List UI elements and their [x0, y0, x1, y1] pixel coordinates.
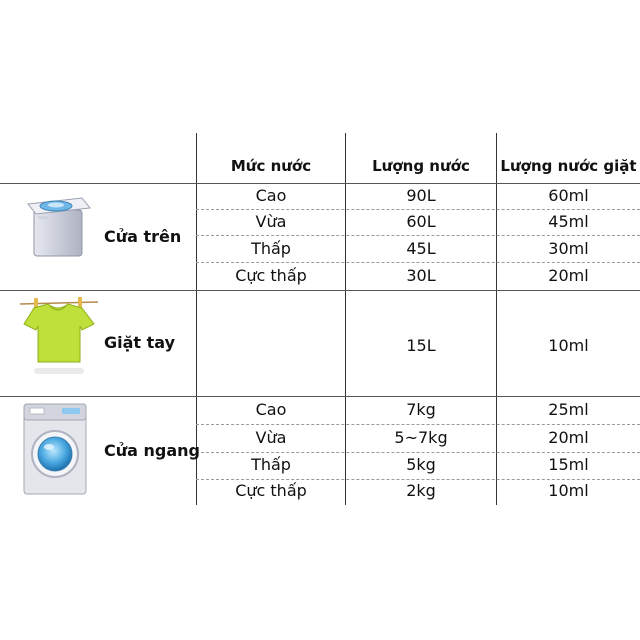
row-divider-dashed [196, 452, 640, 453]
table-cell: 5kg [406, 455, 436, 474]
table-cell: Cao [255, 186, 287, 205]
table-cell: 20ml [548, 428, 589, 447]
group-label: Cửa trên [104, 227, 182, 246]
row-divider [0, 290, 640, 291]
row-divider-dashed [196, 209, 640, 210]
column-divider [345, 133, 346, 505]
header-detergent-amount: Lượng nước giặt [500, 157, 637, 175]
header-water-amount: Lượng nước [372, 157, 470, 175]
table-cell: 90L [406, 186, 436, 205]
table-cell: Vừa [255, 428, 287, 447]
table-cell: 20ml [548, 266, 589, 285]
table-cell: 15L [406, 336, 436, 355]
header-water-level: Mức nước [230, 157, 312, 175]
table-cell: 30L [406, 266, 436, 285]
table-cell: 30ml [548, 239, 589, 258]
front-load-washer-icon [22, 402, 88, 500]
table-cell: Thấp [251, 455, 291, 474]
table-cell: 10ml [548, 336, 589, 355]
table-cell: 60L [406, 212, 436, 231]
row-divider [0, 396, 640, 397]
row-divider-dashed [196, 235, 640, 236]
top-load-washer-icon [22, 190, 94, 266]
table-cell: Cao [255, 400, 287, 419]
table-cell: Thấp [251, 239, 291, 258]
table-cell: 25ml [548, 400, 589, 419]
table-cell: Cực thấp [235, 481, 307, 500]
table-cell: Cực thấp [235, 266, 307, 285]
table-cell: 10ml [548, 481, 589, 500]
group-label: Giặt tay [104, 333, 176, 352]
table-cell: 45L [406, 239, 436, 258]
row-divider-dashed [196, 262, 640, 263]
table-cell: Vừa [255, 212, 287, 231]
row-divider-dashed [196, 424, 640, 425]
row-divider [0, 183, 640, 184]
table-cell: 45ml [548, 212, 589, 231]
table-cell: 60ml [548, 186, 589, 205]
group-label: Cửa ngang [104, 441, 200, 460]
row-divider-dashed [196, 479, 640, 480]
hand-wash-shirt-icon [20, 296, 98, 384]
table-cell: 7kg [406, 400, 436, 419]
table-cell: 5~7kg [394, 428, 448, 447]
table-cell: 2kg [406, 481, 436, 500]
table-cell: 15ml [548, 455, 589, 474]
